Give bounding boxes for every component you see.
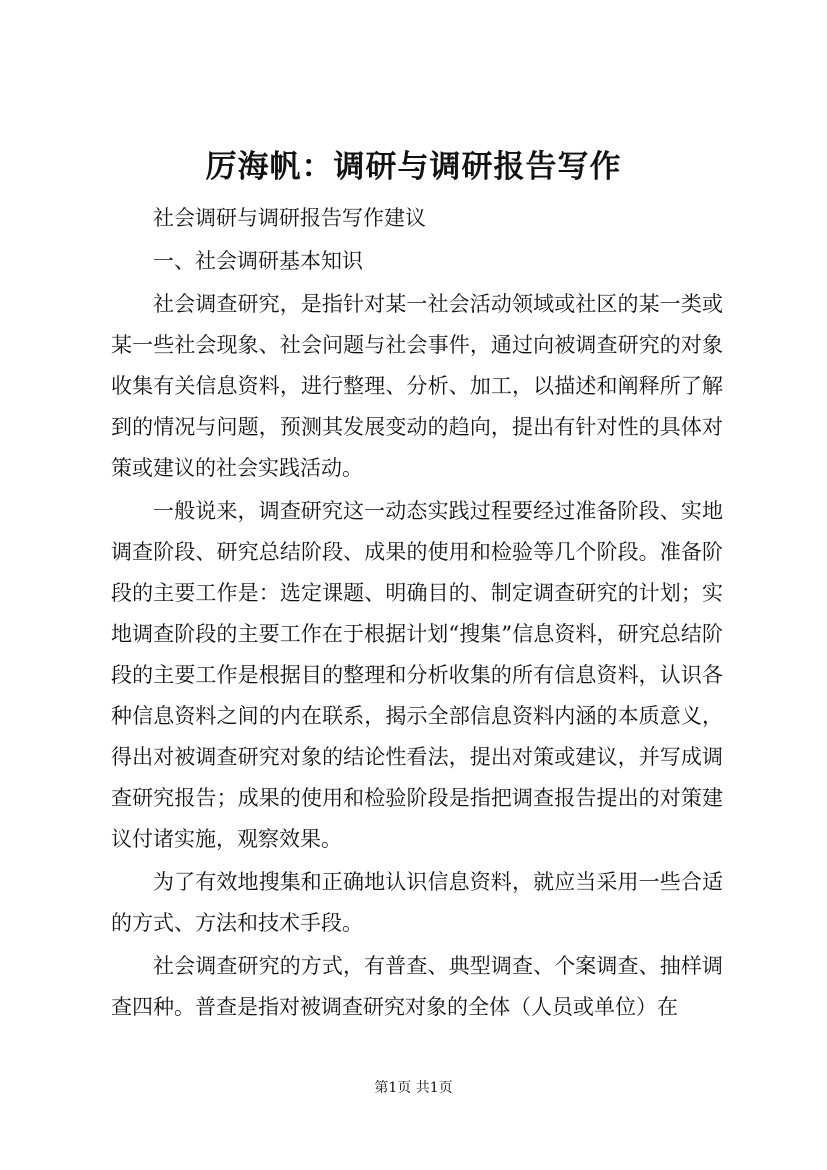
paragraph-subtitle: 社会调研与调研报告写作建议 <box>153 206 426 230</box>
paragraph: 社会调查研究，是指针对某一社会活动领域或社区的某一类或某一些社会现象、社会问题与社会事件，通过向被调查研究的对象收集有关信息资料，进行整理、分析、加工，以描述和阐释所了解到的情况与问题，预测其发展变动的趋向，提出有针对性的具体对策或建议的社会实践活动。 <box>111 292 723 480</box>
document-body <box>111 198 723 1030</box>
paragraph: 为了有效地搜集和正确地认识信息资料，就应当采用一些合适的方式、方法和技术手段。 <box>111 870 723 935</box>
document-title: 厉海帆：调研与调研报告写作 <box>205 149 622 185</box>
paragraph: 社会调查研究的方式，有普查、典型调查、个案调查、抽样调查四种。普查是指对被调查研究对象的全体（人员或单位）在 <box>111 954 723 1019</box>
paragraph: 一般说来，调查研究这一动态实践过程要经过准备阶段、实地调查阶段、研究总结阶段、成果的使用和检验等几个阶段。准备阶段的主要工作是：选定课题、明确目的、制定调查研究的计划；实地调查阶段的主要工作在于根据计划“搜集”信息资料，研究总结阶段的主要工作是根据目的整理和分析收集的所有信息资料，认识各种信息资料之间的内在联系，揭示全部信息资料内涵的本质意义，得出对被调查研究对象的结论性看法，提出对策或建议，并写成调查研究报告；成果的使用和检验阶段是指把调查报告提出的对策建议付诸实施，观察效果。 <box>111 499 723 851</box>
paragraph-section-heading: 一、社会调研基本知识 <box>153 249 363 273</box>
page-footer: 第1页 共1页 <box>374 1080 453 1096</box>
